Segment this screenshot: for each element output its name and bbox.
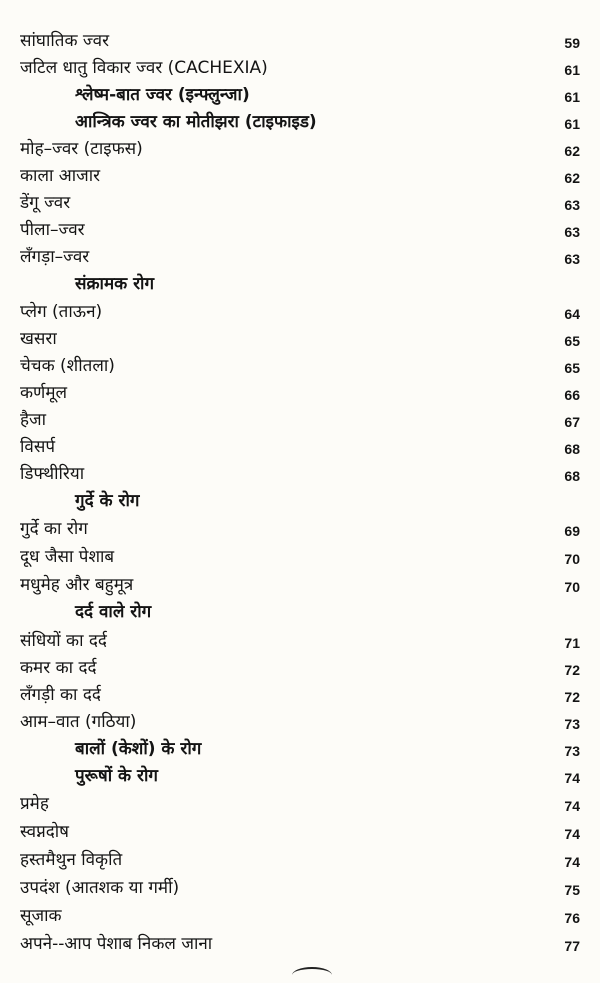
entry-title: डिफ्थीरिया <box>20 464 85 484</box>
toc-entry <box>0 849 600 875</box>
toc-entry <box>0 409 600 435</box>
entry-title: दूध जैसा पेशाब <box>20 547 115 567</box>
entry-title: लँगड़ा–ज्वर <box>20 247 90 267</box>
page-number: 66 <box>564 387 580 403</box>
page-number: 74 <box>564 798 580 814</box>
entry-title: पुरूषों के रोग <box>75 766 158 786</box>
section-heading <box>0 601 600 627</box>
page-number: 63 <box>564 197 580 213</box>
page-number: 62 <box>564 143 580 159</box>
entry-title: अपने--आप पेशाब निकल जाना <box>20 934 213 954</box>
page-number: 64 <box>564 306 580 322</box>
entry-title: विसर्प <box>20 437 56 457</box>
toc-entry <box>0 684 600 710</box>
entry-title: मधुमेह और बहुमूत्र <box>20 575 134 595</box>
page-number: 74 <box>564 826 580 842</box>
entry-title: हस्तमैथुन विकृति <box>20 850 123 870</box>
toc-entry <box>0 301 600 327</box>
toc-entry <box>0 630 600 656</box>
toc-entry <box>0 192 600 218</box>
entry-title: संधियों का दर्द <box>20 631 107 651</box>
toc-entry <box>0 219 600 245</box>
entry-title: आम–वात (गठिया) <box>20 712 137 732</box>
toc-entry <box>0 84 600 110</box>
entry-title: चेचक (शीतला) <box>20 356 115 376</box>
toc-entry <box>0 57 600 83</box>
toc-entry <box>0 518 600 544</box>
page-number: 70 <box>564 579 580 595</box>
entry-title: डेंगू ज्वर <box>20 193 71 213</box>
page-number: 74 <box>564 770 580 786</box>
toc-entry <box>0 355 600 381</box>
toc-entry <box>0 382 600 408</box>
entry-title: पीला–ज्वर <box>20 220 85 240</box>
page-number: 65 <box>564 333 580 349</box>
toc-entry <box>0 765 600 791</box>
page-number: 74 <box>564 854 580 870</box>
section-heading <box>0 490 600 516</box>
page-number: 59 <box>564 35 580 51</box>
toc-entry <box>0 711 600 737</box>
page-ornament <box>292 967 332 983</box>
entry-title: मोह–ज्वर (टाइफस) <box>20 139 143 159</box>
section-title: दर्द वाले रोग <box>75 602 152 622</box>
entry-title: खसरा <box>20 329 57 349</box>
page-number: 67 <box>564 414 580 430</box>
entry-title: हैजा <box>20 410 47 430</box>
toc-entry <box>0 657 600 683</box>
page-number: 77 <box>564 938 580 954</box>
page-number: 71 <box>564 635 580 651</box>
page-number: 72 <box>564 689 580 705</box>
entry-title: कमर का दर्द <box>20 658 97 678</box>
page-number: 75 <box>564 882 580 898</box>
page-number: 62 <box>564 170 580 186</box>
toc-entry <box>0 165 600 191</box>
page-number: 76 <box>564 910 580 926</box>
toc-entry <box>0 877 600 903</box>
section-title: गुर्दे के रोग <box>75 491 140 511</box>
toc-entry <box>0 111 600 137</box>
toc-entry <box>0 793 600 819</box>
entry-title: गुर्दे का रोग <box>20 519 88 539</box>
toc-entry <box>0 138 600 164</box>
page-number: 68 <box>564 441 580 457</box>
page-number: 69 <box>564 523 580 539</box>
entry-title: जटिल धातु विकार ज्वर (CACHEXIA) <box>20 58 268 78</box>
entry-title: प्लेग (ताऊन) <box>20 302 103 322</box>
entry-title: बालों (केशों) के रोग <box>75 739 202 759</box>
entry-title: सांघातिक ज्वर <box>20 31 110 51</box>
page-number: 65 <box>564 360 580 376</box>
entry-title: कर्णमूल <box>20 383 68 403</box>
toc-entry <box>0 246 600 272</box>
section-heading <box>0 273 600 299</box>
toc-entry <box>0 821 600 847</box>
entry-title: प्रमेह <box>20 794 49 814</box>
page-number: 73 <box>564 716 580 732</box>
page-number: 70 <box>564 551 580 567</box>
toc-entry <box>0 574 600 600</box>
toc-entry <box>0 905 600 931</box>
entry-title: स्वप्नदोष <box>20 822 69 842</box>
section-title: संक्रामक रोग <box>75 274 155 294</box>
entry-title: उपदंश (आतशक या गर्मी) <box>20 878 180 898</box>
page-number: 72 <box>564 662 580 678</box>
toc-entry <box>0 933 600 959</box>
entry-title: लँगड़ी का दर्द <box>20 685 101 705</box>
toc-entry <box>0 546 600 572</box>
page-number: 61 <box>564 62 580 78</box>
entry-title: सूजाक <box>20 906 62 926</box>
page-number: 61 <box>564 89 580 105</box>
page-number: 61 <box>564 116 580 132</box>
toc-entry <box>0 328 600 354</box>
entry-title: आन्त्रिक ज्वर का मोतीझरा (टाइफाइड) <box>75 112 317 132</box>
entry-title: काला आजार <box>20 166 101 186</box>
toc-entry <box>0 30 600 56</box>
toc-entry <box>0 436 600 462</box>
page-number: 63 <box>564 251 580 267</box>
page-number: 68 <box>564 468 580 484</box>
page-number: 63 <box>564 224 580 240</box>
page-number: 73 <box>564 743 580 759</box>
entry-title: श्लेष्म-बात ज्वर (इन्फ्लुन्जा) <box>75 85 250 105</box>
toc-entry <box>0 738 600 764</box>
toc-entry <box>0 463 600 489</box>
